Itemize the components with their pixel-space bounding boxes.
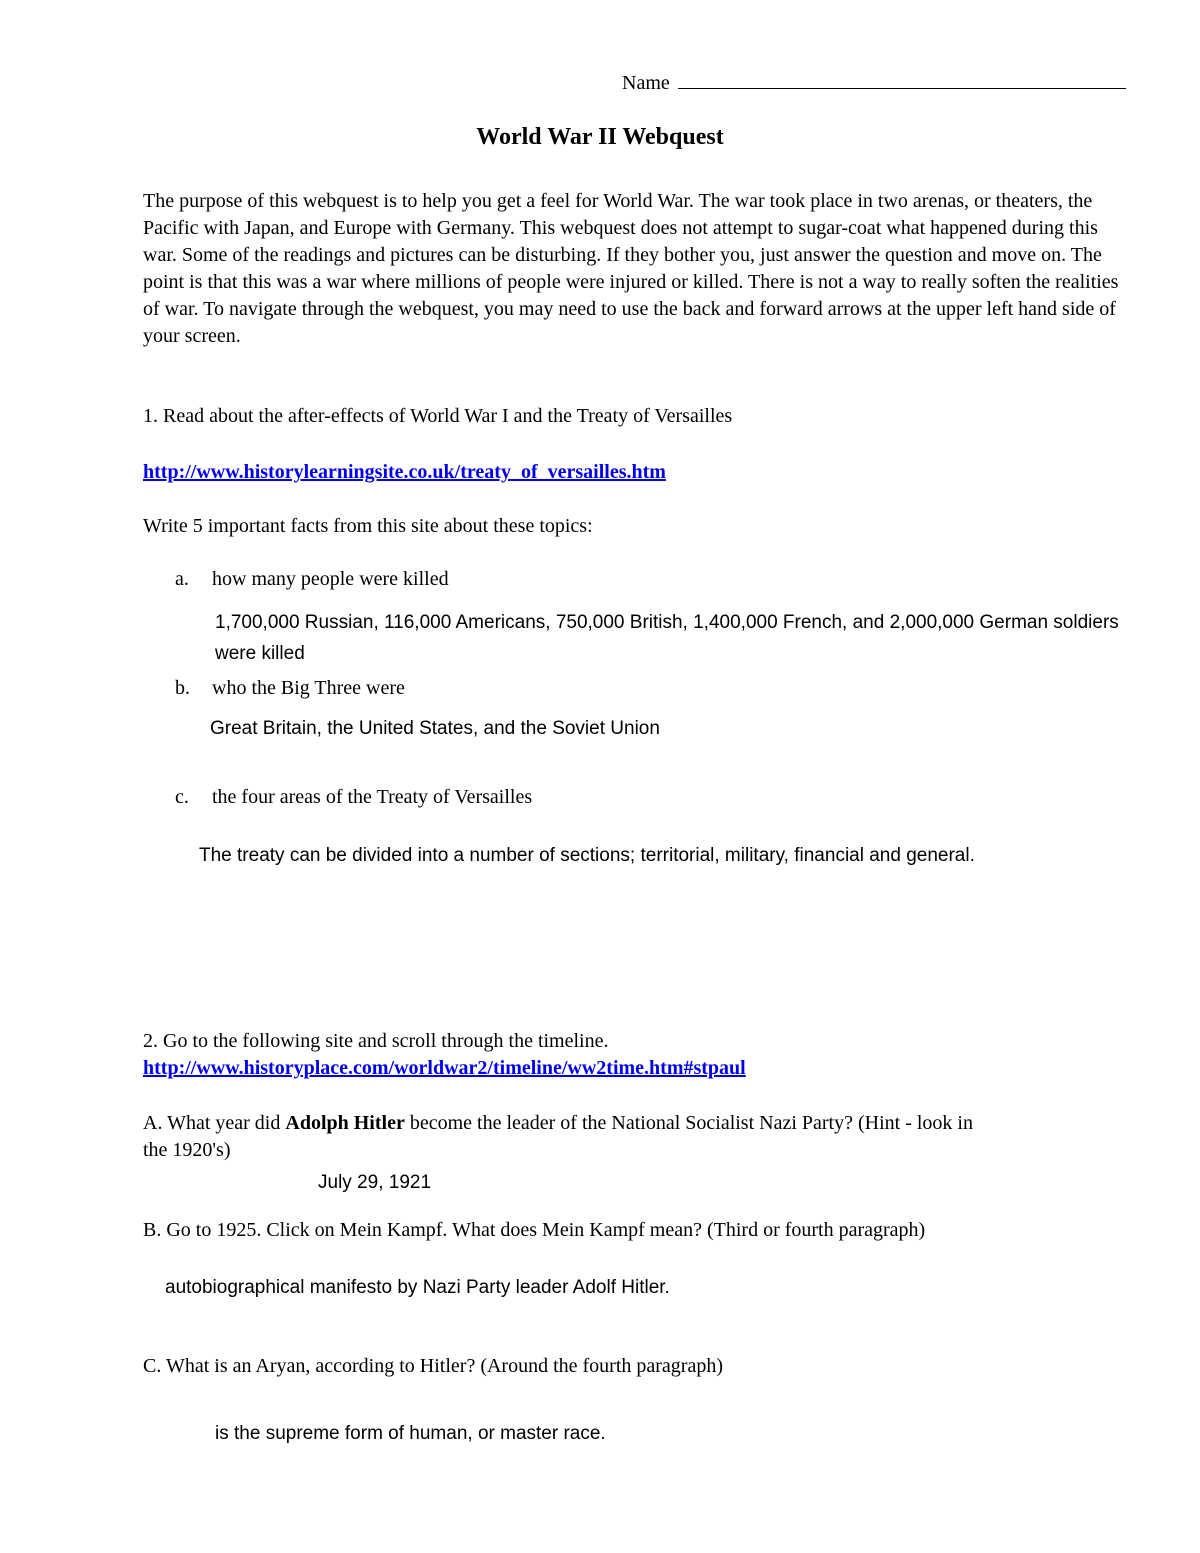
item-c-question: the four areas of the Treaty of Versailles	[212, 786, 533, 808]
item-b-answer: Great Britain, the United States, and the Soviet Union	[210, 718, 660, 739]
item-b-question: who the Big Three were	[212, 677, 405, 699]
name-label: Name	[622, 72, 670, 94]
section2-link[interactable]: http://www.historyplace.com/worldwar2/timeline/ww2time.htm#stpaul	[143, 1057, 746, 1079]
name-blank-line[interactable]	[678, 70, 1126, 89]
item-a-answer-line1: 1,700,000 Russian, 116,000 Americans, 750,000 British, 1,400,000 French, and 2,000,000 German soldiers	[215, 612, 1119, 633]
question-a-line2: the 1920's)	[143, 1139, 231, 1161]
question-c-answer: is the supreme form of human, or master race.	[215, 1423, 606, 1444]
item-c-marker: c.	[175, 786, 189, 808]
section1-prompt: 1. Read about the after-effects of World War I and the Treaty of Versailles	[143, 405, 733, 427]
section2-prompt: 2. Go to the following site and scroll through the timeline.	[143, 1030, 609, 1052]
intro-paragraph: The purpose of this webquest is to help you get a feel for World War. The war took place in two arenas, or theaters, the Pacific with Japan, and Europe with Germany. This webquest does not attempt to sugar-coat what happened during this war. Some of the readings and pictures can be disturbing. If they bother you, just answer the question and move on. The point is that this was a war where millions of people were injured or killed. There is not a way to really soften the realities of war. To navigate through the webquest, you may need to use the back and forward arrows at the upper left hand side of your screen.	[143, 190, 1119, 347]
question-b: B. Go to 1925. Click on Mein Kampf. What does Mein Kampf mean? (Third or fourth paragraph)	[143, 1219, 926, 1241]
section1-link[interactable]: http://www.historylearningsite.co.uk/treaty_of_versailles.htm	[143, 461, 666, 483]
item-c-answer: The treaty can be divided into a number of sections; territorial, military, financial and general.	[199, 845, 975, 866]
question-a-prefix: A. What year did	[143, 1112, 286, 1134]
question-c: C. What is an Aryan, according to Hitler? (Around the fourth paragraph)	[143, 1355, 723, 1377]
page-title: World War II Webquest	[476, 124, 724, 150]
question-b-answer: autobiographical manifesto by Nazi Party leader Adolf Hitler.	[165, 1277, 670, 1298]
question-a-suffix: become the leader of the National Socialist Nazi Party? (Hint - look in	[404, 1112, 973, 1134]
question-a-line1	[143, 1112, 973, 1135]
question-a-answer: July 29, 1921	[318, 1172, 432, 1193]
item-a-marker: a.	[175, 568, 189, 590]
item-a-answer-line2: were killed	[215, 643, 305, 664]
question-a-bold: Adolph Hitler	[285, 1112, 405, 1134]
section1-instruction: Write 5 important facts from this site about these topics:	[143, 515, 593, 537]
name-field[interactable]	[622, 70, 1126, 95]
item-b-marker: b.	[175, 677, 190, 699]
item-a-question: how many people were killed	[212, 568, 449, 590]
